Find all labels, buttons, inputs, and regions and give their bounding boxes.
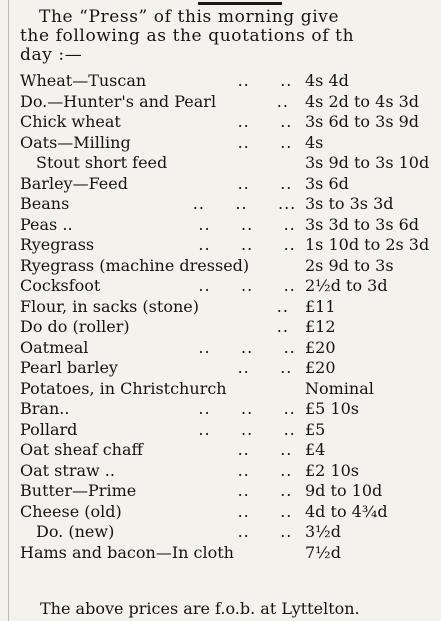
- intro-line-2: the following as the quotations of th: [20, 26, 355, 46]
- leader-dots: ..: [276, 91, 289, 111]
- quotation-row: [20, 502, 441, 523]
- price: Nominal: [305, 378, 374, 398]
- leader-dots: .. ..: [237, 522, 293, 541]
- leader-dots: .. .. ..: [198, 276, 296, 295]
- commodity-name: Stout short feed: [36, 153, 168, 172]
- commodity-name: Butter—Prime: [20, 481, 137, 500]
- price: £20: [305, 358, 336, 377]
- commodity-name: Oatmeal: [20, 337, 89, 357]
- leader-dots: .. ..: [237, 460, 293, 480]
- quotation-row: [20, 420, 441, 441]
- commodity-name: Bran..: [20, 399, 70, 418]
- commodity-name: Wheat—Tuscan: [20, 71, 147, 90]
- price: 4d to 4¾d: [305, 501, 388, 521]
- intro-line-1: The “Press” of this morning give: [39, 7, 340, 27]
- quotation-row: [20, 440, 441, 461]
- commodity-name: Oat sheaf chaff: [20, 440, 143, 459]
- price: 3s 3d to 3s 6d: [305, 214, 420, 234]
- commodity-name: Hams and bacon—In cloth: [20, 542, 234, 562]
- quotation-row: [20, 71, 441, 92]
- commodity-name: Beans: [20, 194, 70, 213]
- leader-dots: .. ..: [237, 112, 293, 131]
- commodity-name: Do do (roller): [20, 317, 130, 336]
- quotation-row: [20, 338, 441, 359]
- commodity-name: Potatoes, in Christchurch: [20, 378, 227, 398]
- commodity-name: Pearl barley: [20, 358, 118, 377]
- price: 7½d: [305, 542, 341, 562]
- price: 4s 4d: [305, 71, 349, 90]
- quotation-row: [20, 112, 441, 133]
- leader-dots: .. .. ...: [192, 194, 297, 213]
- quotation-row: [20, 215, 441, 236]
- quotation-row: [20, 174, 441, 195]
- quotation-row: [20, 399, 441, 420]
- quotation-row: [20, 358, 441, 379]
- quotation-row: [20, 461, 441, 482]
- quotation-row: [20, 522, 441, 543]
- quotation-row: [20, 256, 441, 277]
- price: £12: [305, 317, 336, 336]
- commodity-name: Do. (new): [36, 522, 115, 541]
- price: 3s 6d: [305, 173, 349, 193]
- leader-dots: .. .. ..: [198, 235, 296, 254]
- price: 4s 2d to 4s 3d: [305, 91, 420, 111]
- price: 3s 6d to 3s 9d: [305, 112, 420, 131]
- header-rule: [198, 2, 282, 5]
- commodity-name: Do.—Hunter's and Pearl: [20, 91, 217, 111]
- quotation-row: [20, 543, 441, 564]
- price: 2s 9d to 3s: [305, 255, 394, 275]
- commodity-name: Oat straw ..: [20, 460, 115, 480]
- price: 9d to 10d: [305, 481, 383, 500]
- footer-note: The above prices are f.o.b. at Lyttelton.: [40, 599, 360, 618]
- price: 3½d: [305, 522, 341, 541]
- quotation-row: [20, 194, 441, 215]
- quotation-row: [20, 153, 441, 174]
- leader-dots: .. .. ..: [198, 214, 296, 234]
- price: £5: [305, 419, 326, 439]
- intro-paragraph: [20, 8, 441, 65]
- commodity-name: Pollard: [20, 419, 78, 439]
- leader-dots: .. ..: [237, 71, 293, 90]
- price: £2 10s: [305, 460, 360, 480]
- leader-dots: ..: [276, 296, 289, 316]
- price: £20: [305, 337, 336, 357]
- price: £11: [305, 296, 336, 316]
- commodity-name: Oats—Milling: [20, 132, 131, 152]
- intro-line-3: day :—: [20, 45, 83, 65]
- commodity-name: Cocksfoot: [20, 276, 101, 295]
- quotation-row: [20, 481, 441, 502]
- quotation-row: [20, 276, 441, 297]
- quotation-row: [20, 317, 441, 338]
- commodity-name: Chick wheat: [20, 112, 121, 131]
- price: 1s 10d to 2s 3d: [305, 235, 430, 254]
- price: £4: [305, 440, 326, 459]
- column-edge: [8, 0, 9, 621]
- leader-dots: ..: [276, 317, 289, 336]
- commodity-name: Ryegrass: [20, 235, 95, 254]
- leader-dots: .. .. ..: [198, 399, 296, 418]
- price: £5 10s: [305, 399, 360, 418]
- leader-dots: .. ..: [237, 481, 293, 500]
- leader-dots: .. ..: [237, 358, 293, 377]
- leader-dots: .. ..: [237, 132, 293, 152]
- price: 3s to 3s 3d: [305, 194, 394, 213]
- quotation-list: [20, 71, 441, 563]
- leader-dots: .. .. ..: [198, 419, 296, 439]
- quotation-row: [20, 379, 441, 400]
- leader-dots: .. ..: [237, 173, 293, 193]
- commodity-name: Barley—Feed: [20, 173, 128, 193]
- quotation-row: [20, 133, 441, 154]
- leader-dots: .. .. ..: [198, 337, 296, 357]
- quotation-row: [20, 92, 441, 113]
- leader-dots: .. ..: [237, 440, 293, 459]
- leader-dots: .. ..: [237, 501, 293, 521]
- quotation-row: [20, 235, 441, 256]
- price: 3s 9d to 3s 10d: [305, 153, 430, 172]
- price: 2½d to 3d: [305, 276, 388, 295]
- commodity-name: Ryegrass (machine dressed): [20, 255, 250, 275]
- commodity-name: Flour, in sacks (stone): [20, 296, 199, 316]
- commodity-name: Peas ..: [20, 214, 73, 234]
- quotation-row: [20, 297, 441, 318]
- price: 4s: [305, 132, 324, 152]
- commodity-name: Cheese (old): [20, 501, 122, 521]
